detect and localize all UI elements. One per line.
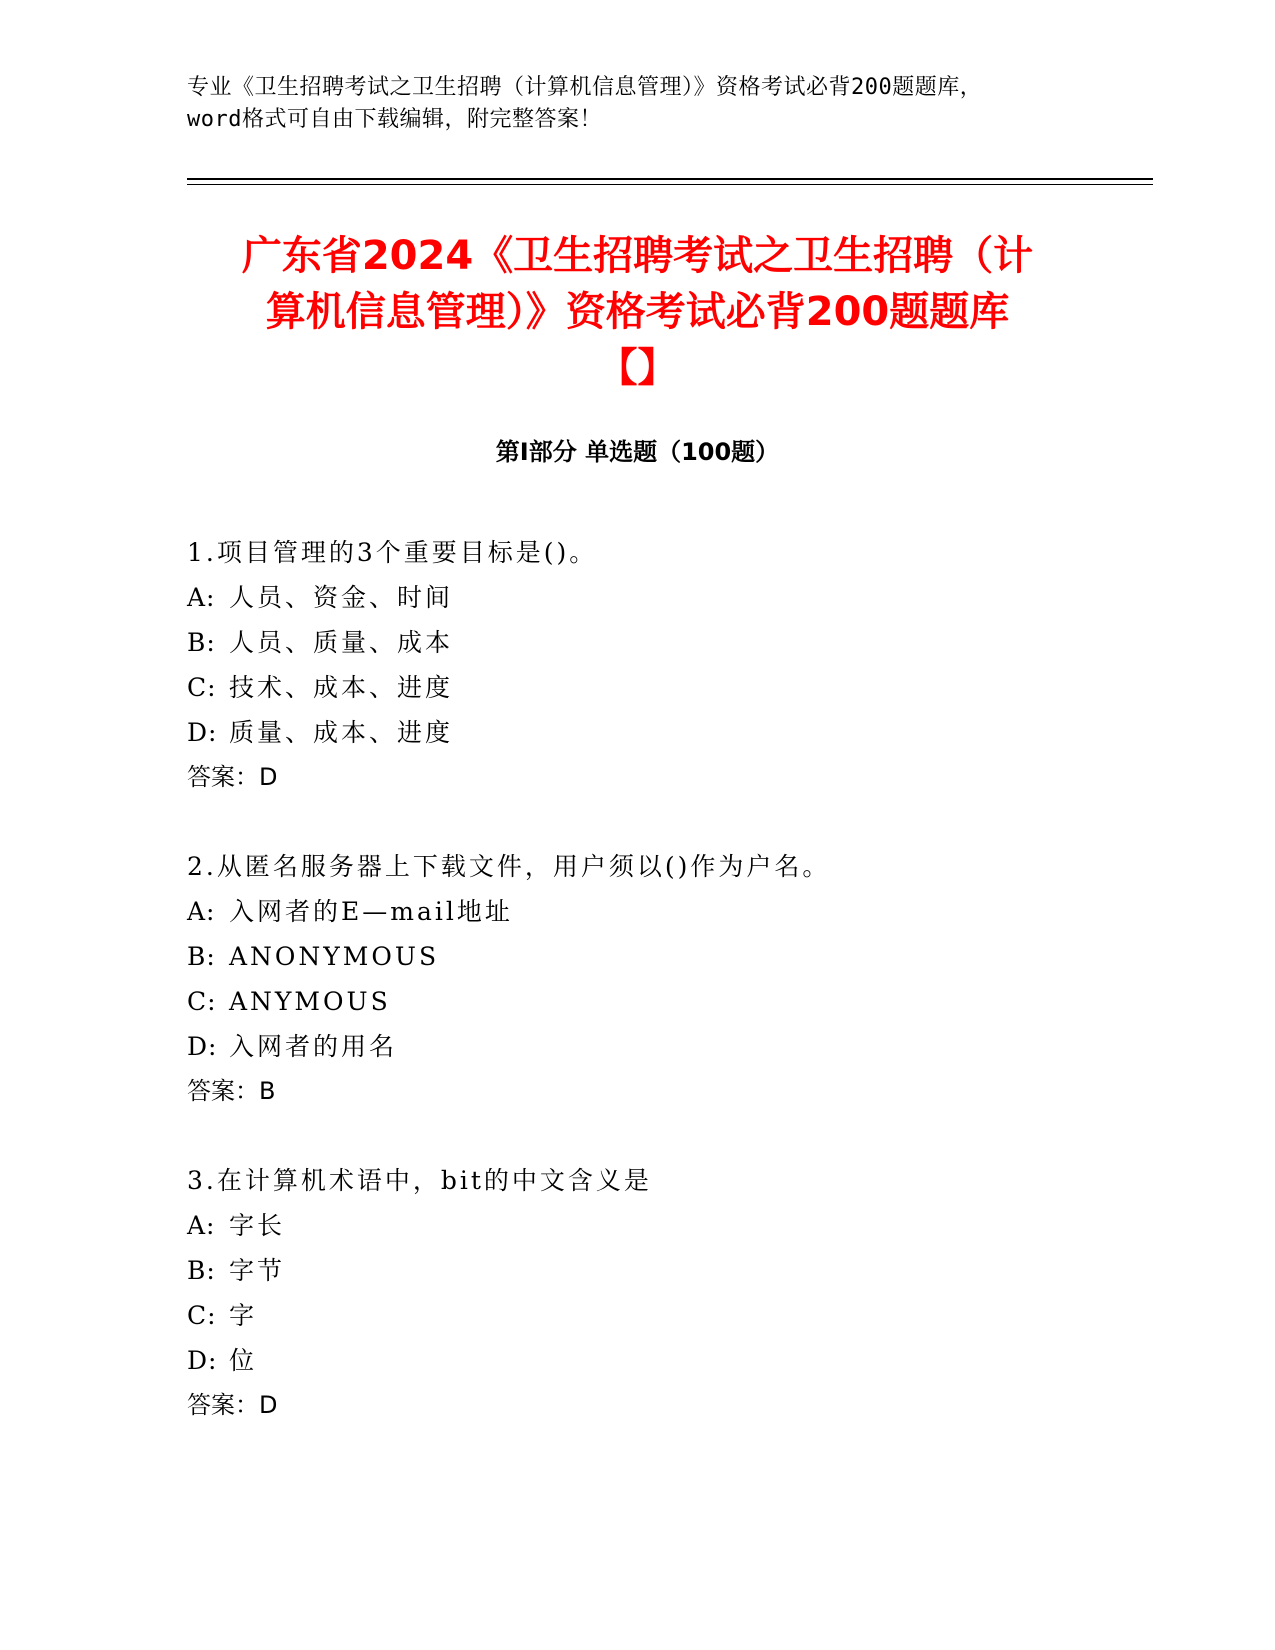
option-a xyxy=(187,1203,1147,1248)
option-text: 字长 xyxy=(229,1211,286,1240)
option-label: D: xyxy=(187,1346,218,1375)
document-title xyxy=(150,228,1125,396)
question-item xyxy=(187,1158,1147,1428)
answer-text: 答案：B xyxy=(187,1077,276,1105)
option-d xyxy=(187,1024,1147,1069)
option-label: A: xyxy=(187,1211,216,1240)
option-text: 入网者的E—mail地址 xyxy=(229,897,513,926)
option-a xyxy=(187,889,1147,934)
title-line-3: 【】 xyxy=(597,345,678,391)
document-header xyxy=(187,72,1087,136)
header-divider-thin xyxy=(187,184,1153,185)
option-label: A: xyxy=(187,583,216,612)
option-label: C: xyxy=(187,673,217,702)
option-label: A: xyxy=(187,897,216,926)
answer-text: 答案：D xyxy=(187,1391,278,1419)
header-divider-thick xyxy=(187,178,1153,180)
option-c xyxy=(187,979,1147,1024)
option-label: C: xyxy=(187,1301,217,1330)
question-item xyxy=(187,844,1147,1114)
option-a xyxy=(187,575,1147,620)
title-line-1: 广东省2024《卫生招聘考试之卫生招聘（计 xyxy=(241,233,1034,279)
option-d xyxy=(187,1338,1147,1383)
option-text: 位 xyxy=(229,1346,258,1375)
option-label: B: xyxy=(187,1256,216,1285)
section-heading: 第I部分 单选题（100题） xyxy=(495,438,780,466)
option-text: 质量、成本、进度 xyxy=(229,718,454,747)
option-label: B: xyxy=(187,628,216,657)
option-b xyxy=(187,934,1147,979)
option-text: 字节 xyxy=(229,1256,286,1285)
option-label: C: xyxy=(187,987,217,1016)
title-line-2: 算机信息管理）》资格考试必背200题题库 xyxy=(265,289,1010,335)
question-item xyxy=(187,530,1147,800)
question-text: 1.项目管理的3个重要目标是()。 xyxy=(187,538,598,567)
option-d xyxy=(187,710,1147,755)
option-text: 人员、质量、成本 xyxy=(229,628,454,657)
option-label: B: xyxy=(187,942,216,971)
answer-text: 答案：D xyxy=(187,763,278,791)
header-line-2: word格式可自由下载编辑，附完整答案！ xyxy=(187,107,602,132)
option-text: 字 xyxy=(229,1301,258,1330)
question-text: 2.从匿名服务器上下载文件，用户须以()作为户名。 xyxy=(187,852,831,881)
question-text: 3.在计算机术语中，bit的中文含义是 xyxy=(187,1166,652,1195)
option-text: 人员、资金、时间 xyxy=(229,583,454,612)
header-line-1: 专业《卫生招聘考试之卫生招聘（计算机信息管理）》资格考试必背200题题库， xyxy=(187,75,983,100)
option-text: 入网者的用名 xyxy=(229,1032,398,1061)
option-label: D: xyxy=(187,1032,218,1061)
option-b xyxy=(187,620,1147,665)
option-c xyxy=(187,1293,1147,1338)
option-label: D: xyxy=(187,718,218,747)
option-text: ANONYMOUS xyxy=(229,942,440,971)
option-b xyxy=(187,1248,1147,1293)
option-text: ANYMOUS xyxy=(229,987,391,1016)
question-list xyxy=(187,530,1147,1472)
option-text: 技术、成本、进度 xyxy=(229,673,454,702)
option-c xyxy=(187,665,1147,710)
